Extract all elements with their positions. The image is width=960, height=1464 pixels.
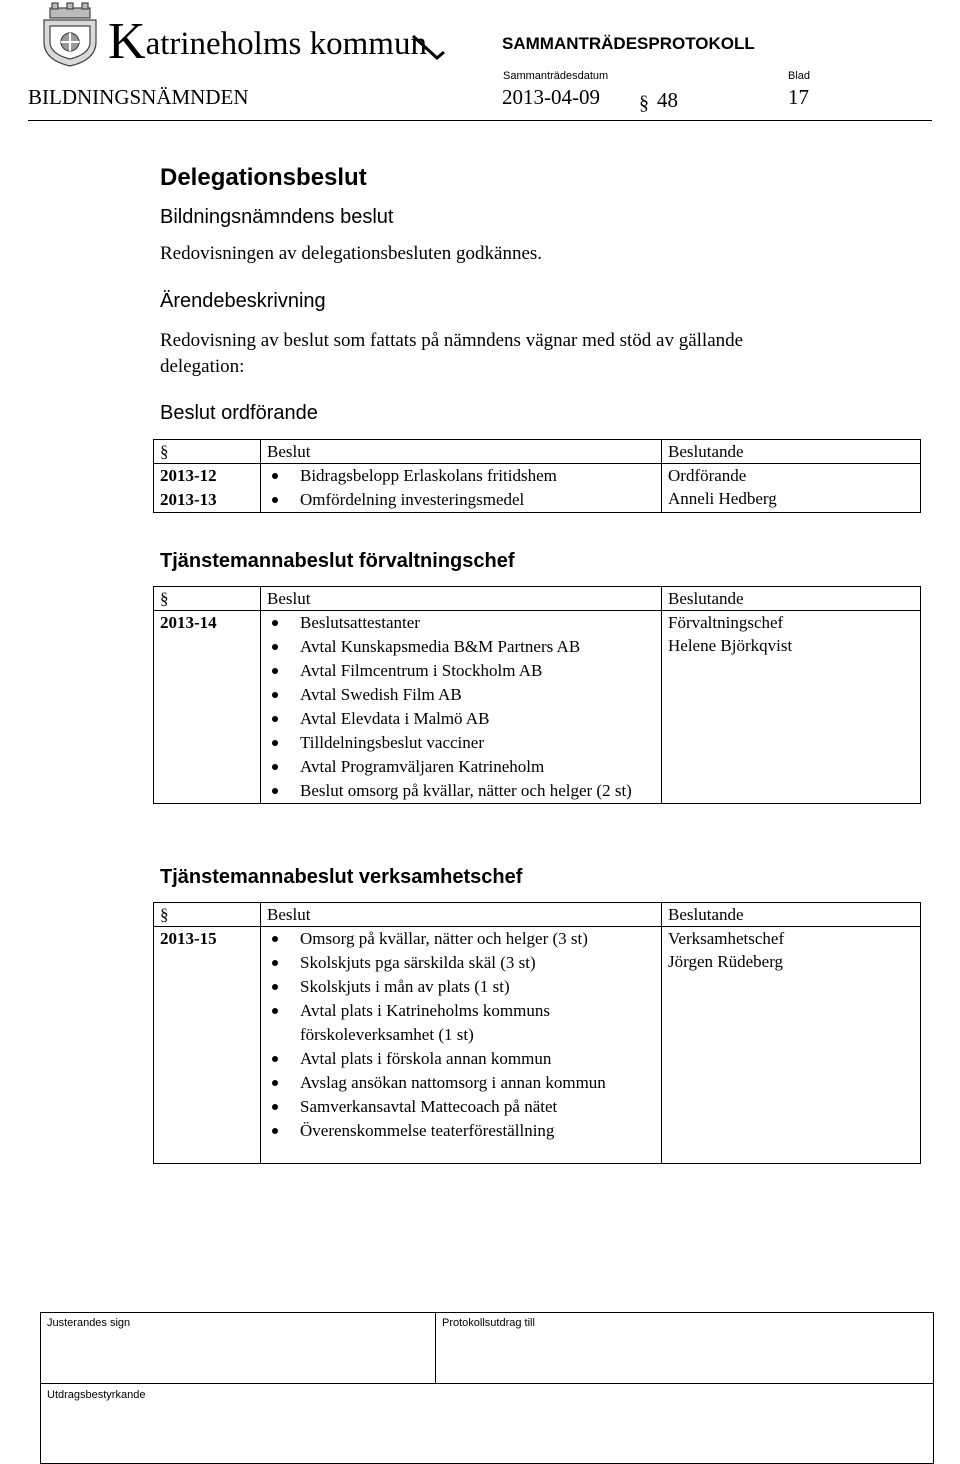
paragraph-icon: § (160, 442, 169, 461)
date-label: Sammanträdesdatum (503, 70, 609, 82)
section-heading-chair: Beslut ordförande (160, 402, 318, 424)
section-heading-operations-chief: Tjänstemannabeslut verksamhetschef (160, 866, 523, 888)
page-number: 17 (788, 85, 809, 109)
list-item: Skolskjuts i mån av plats (1 st) (300, 975, 661, 999)
municipality-name: Katrineholms kommun (108, 13, 427, 70)
document-title: Delegationsbeslut (160, 164, 367, 191)
column-header-decider: Beslutande (668, 589, 744, 608)
column-header-decision: Beslut (267, 905, 311, 924)
column-header-decision: Beslut (267, 442, 311, 461)
decision-heading: Bildningsnämndens beslut (160, 206, 394, 228)
list-item: Omfördelning investeringsmedel (300, 488, 661, 512)
list-item: Skolskjuts pga särskilda skäl (3 st) (300, 951, 661, 975)
list-item: Omsorg på kvällar, nätter och helger (3 st) (300, 927, 661, 951)
signature-footer (40, 1312, 934, 1464)
list-item: Avtal plats i förskola annan kommun (300, 1047, 661, 1071)
certification-label: Utdragsbestyrkande (47, 1389, 146, 1401)
table-row (154, 611, 921, 804)
list-item: Beslutsattestanter (300, 611, 661, 635)
description-heading: Ärendebeskrivning (160, 290, 326, 312)
list-item: Överenskommelse teaterföreställning (300, 1119, 661, 1143)
column-header-decision: Beslut (267, 589, 311, 608)
list-item: Avtal Programväljaren Katrineholm (300, 755, 661, 779)
paragraph-code: 2013-13 (160, 490, 217, 509)
paragraph-icon: § (160, 589, 169, 608)
page-label: Blad (788, 70, 811, 82)
decider-role: Förvaltningschef (668, 613, 784, 632)
decision-table-admin-chief (153, 586, 921, 804)
decision-table-operations-chief (153, 902, 921, 1164)
adjuster-signature-box (41, 1313, 436, 1384)
list-item: Tilldelningsbeslut vacciner (300, 731, 661, 755)
list-item: Avtal Filmcentrum i Stockholm AB (300, 659, 661, 683)
decider-name: Helene Björkqvist (668, 636, 793, 655)
decider-name: Jörgen Rüdeberg (668, 952, 784, 971)
logo-underline-swoosh (411, 32, 445, 62)
list-item: Avtal Swedish Film AB (300, 683, 661, 707)
decision-table-chair (153, 439, 921, 513)
protocol-title: SAMMANTRÄDESPROTOKOLL (502, 34, 755, 53)
list-item: Bidragsbelopp Erlaskolans fritidshem (300, 464, 661, 488)
list-item: Avtal Kunskapsmedia B&M Partners AB (300, 635, 661, 659)
column-header-decider: Beslutande (668, 905, 744, 924)
column-header-decider: Beslutande (668, 442, 744, 461)
decision-text: Redovisningen av delegationsbesluten godkännes. (160, 243, 543, 264)
header-divider (28, 120, 932, 121)
paragraph-code: 2013-14 (160, 613, 217, 632)
paragraph-code: 2013-15 (160, 929, 217, 948)
table-row (154, 927, 921, 1164)
adjuster-signature-label: Justerandes sign (47, 1317, 131, 1329)
paragraph-code: 2013-12 (160, 466, 217, 485)
committee-name: BILDNINGSNÄMNDEN (28, 85, 249, 109)
paragraph-icon: § (639, 92, 649, 114)
list-item: Beslut omsorg på kvällar, nätter och helger (2 st) (300, 779, 661, 803)
extract-recipients-box (436, 1313, 933, 1384)
description-text-line1: Redovisning av beslut som fattats på nämndens vägnar med stöd av gällande (160, 330, 744, 351)
table-row (154, 464, 921, 513)
decider-name: Anneli Hedberg (668, 489, 777, 508)
list-item: Samverkansavtal Mattecoach på nätet (300, 1095, 661, 1119)
paragraph-icon: § (160, 905, 169, 924)
list-item: Avtal plats i Katrineholms kommuns förskoleverksamhet (1 st) (300, 999, 661, 1047)
meeting-date: 2013-04-09 (502, 85, 600, 109)
municipality-coat-of-arms-logo (40, 2, 100, 68)
section-heading-admin-chief: Tjänstemannabeslut förvaltningschef (160, 550, 515, 572)
decider-role: Verksamhetschef (668, 929, 785, 948)
list-item: Avslag ansökan nattomsorg i annan kommun (300, 1071, 661, 1095)
decider-role: Ordförande (668, 466, 747, 485)
paragraph-number: 48 (657, 88, 678, 112)
extract-recipients-label: Protokollsutdrag till (442, 1317, 535, 1329)
description-text-line2: delegation: (160, 356, 245, 377)
list-item: Avtal Elevdata i Malmö AB (300, 707, 661, 731)
